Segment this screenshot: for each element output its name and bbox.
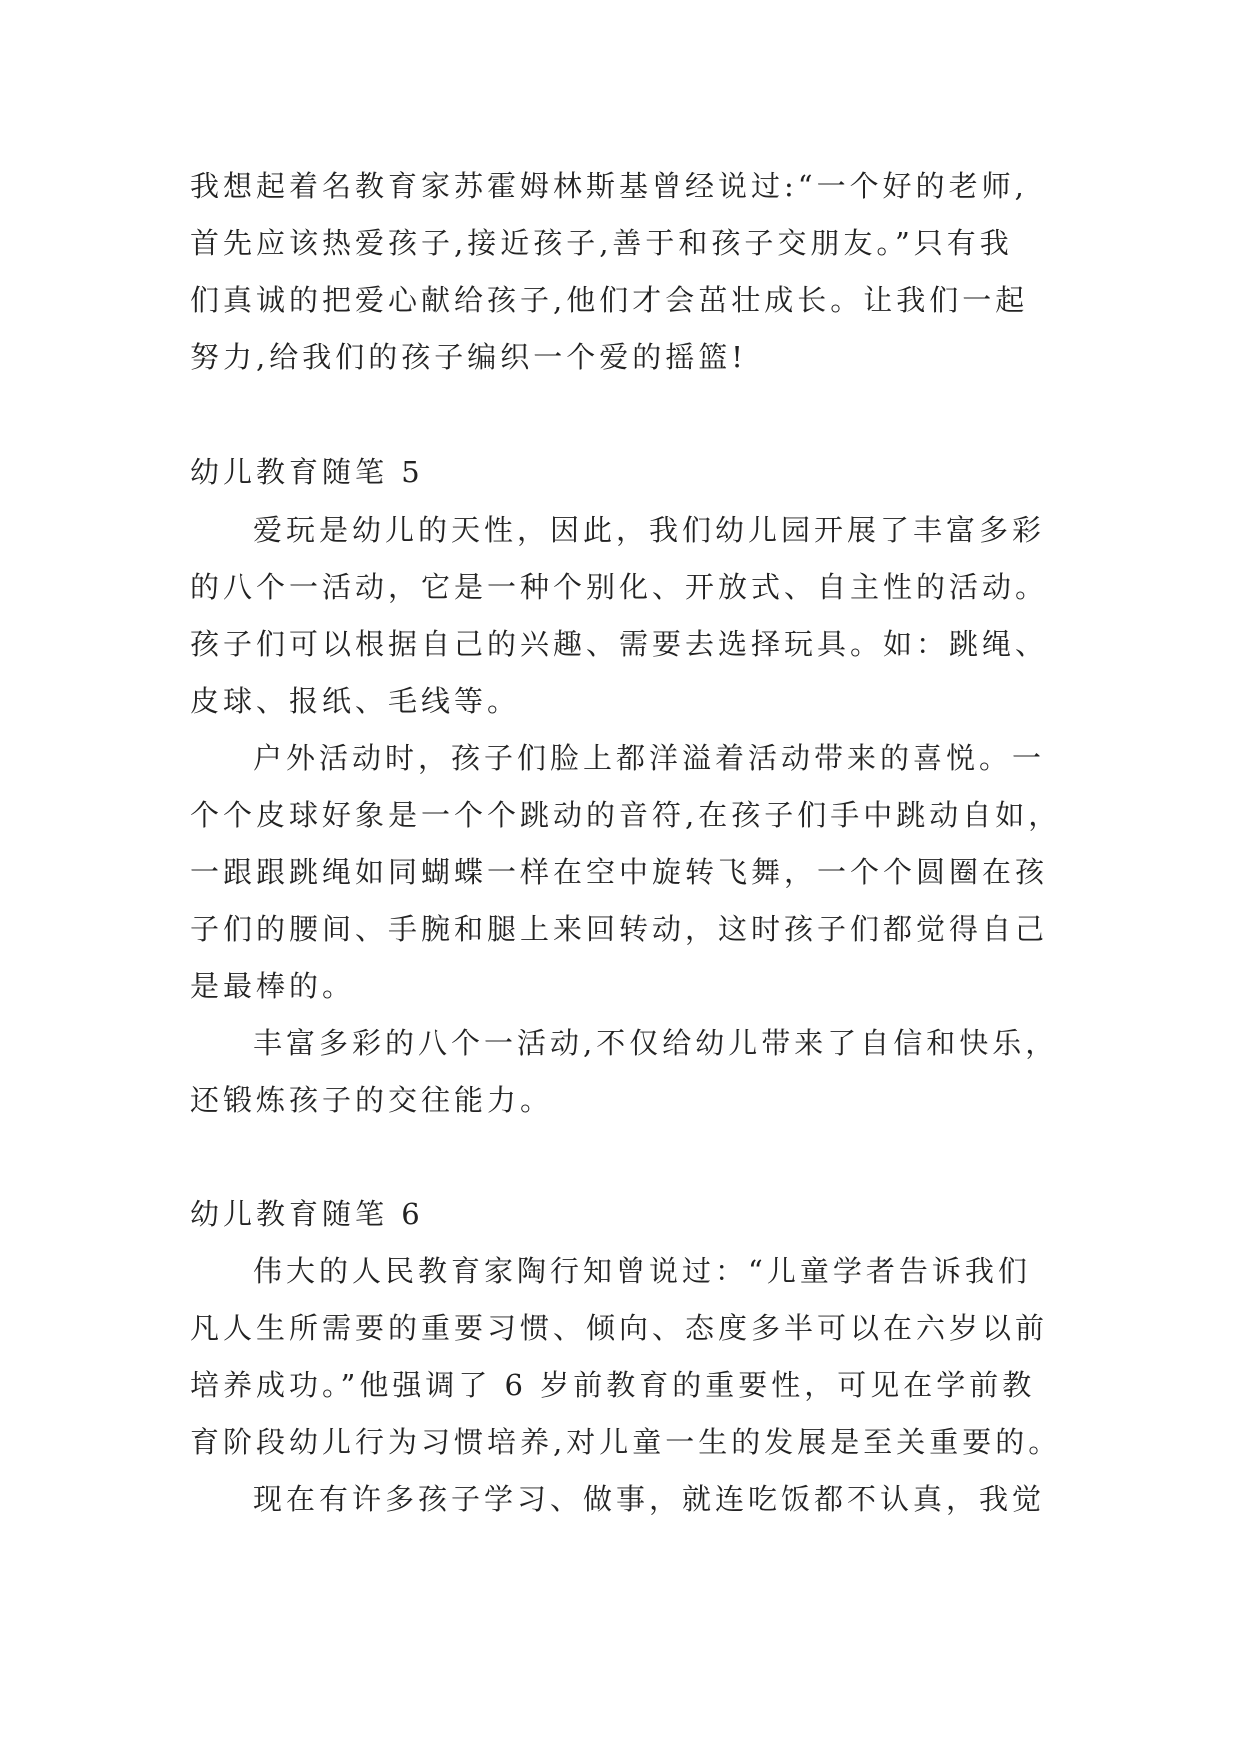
paragraph-line: 现在有许多孩子学习、做事，就连吃饭都不认真，我觉 xyxy=(253,1482,1046,1516)
paragraph-line: 一跟跟跳绳如同蝴蝶一样在空中旋转飞舞，一个个圆圈在孩 xyxy=(190,855,1049,889)
paragraph-line: 丰富多彩的八个一活动,不仅给幼儿带来了自信和快乐， xyxy=(253,1026,1059,1060)
paragraph-line: 孩子们可以根据自己的兴趣、需要去选择玩具。如：跳绳、 xyxy=(190,627,1049,661)
section-title: 幼儿教育随笔 5 xyxy=(190,455,424,489)
paragraph-line: 凡人生所需要的重要习惯、倾向、态度多半可以在六岁以前 xyxy=(190,1311,1049,1345)
paragraph-line: 育阶段幼儿行为习惯培养,对儿童一生的发展是至关重要的。 xyxy=(190,1425,1062,1459)
section-title: 幼儿教育随笔 6 xyxy=(190,1197,424,1231)
paragraph-line: 我想起着名教育家苏霍姆林斯基曾经说过:“一个好的老师, xyxy=(190,169,1028,203)
paragraph-line: 还锻炼孩子的交往能力。 xyxy=(190,1083,554,1117)
paragraph-line: 爱玩是幼儿的天性，因此，我们幼儿园开展了丰富多彩 xyxy=(253,513,1046,547)
paragraph-line: 子们的腰间、手腕和腿上来回转动，这时孩子们都觉得自己 xyxy=(190,912,1049,946)
paragraph-line: 是最棒的。 xyxy=(190,969,356,1003)
paragraph-line: 户外活动时，孩子们脸上都洋溢着活动带来的喜悦。一 xyxy=(253,741,1046,775)
paragraph-line: 努力,给我们的孩子编织一个爱的摇篮! xyxy=(190,340,747,374)
paragraph-line: 的八个一活动，它是一种个别化、开放式、自主性的活动。 xyxy=(190,570,1049,604)
paragraph-line: 皮球、报纸、毛线等。 xyxy=(190,684,521,718)
paragraph-line: 伟大的人民教育家陶行知曾说过：“儿童学者告诉我们 xyxy=(253,1254,1031,1288)
paragraph-line: 们真诚的把爱心献给孩子,他们才会茁壮成长。让我们一起 xyxy=(190,283,1029,317)
paragraph-line: 培养成功。”他强调了 6 岁前教育的重要性，可见在学前教 xyxy=(190,1368,1036,1402)
paragraph-line: 首先应该热爱孩子,接近孩子,善于和孩子交朋友。”只有我 xyxy=(190,226,1013,260)
paragraph-line: 个个皮球好象是一个个跳动的音符,在孩子们手中跳动自如， xyxy=(190,798,1062,832)
